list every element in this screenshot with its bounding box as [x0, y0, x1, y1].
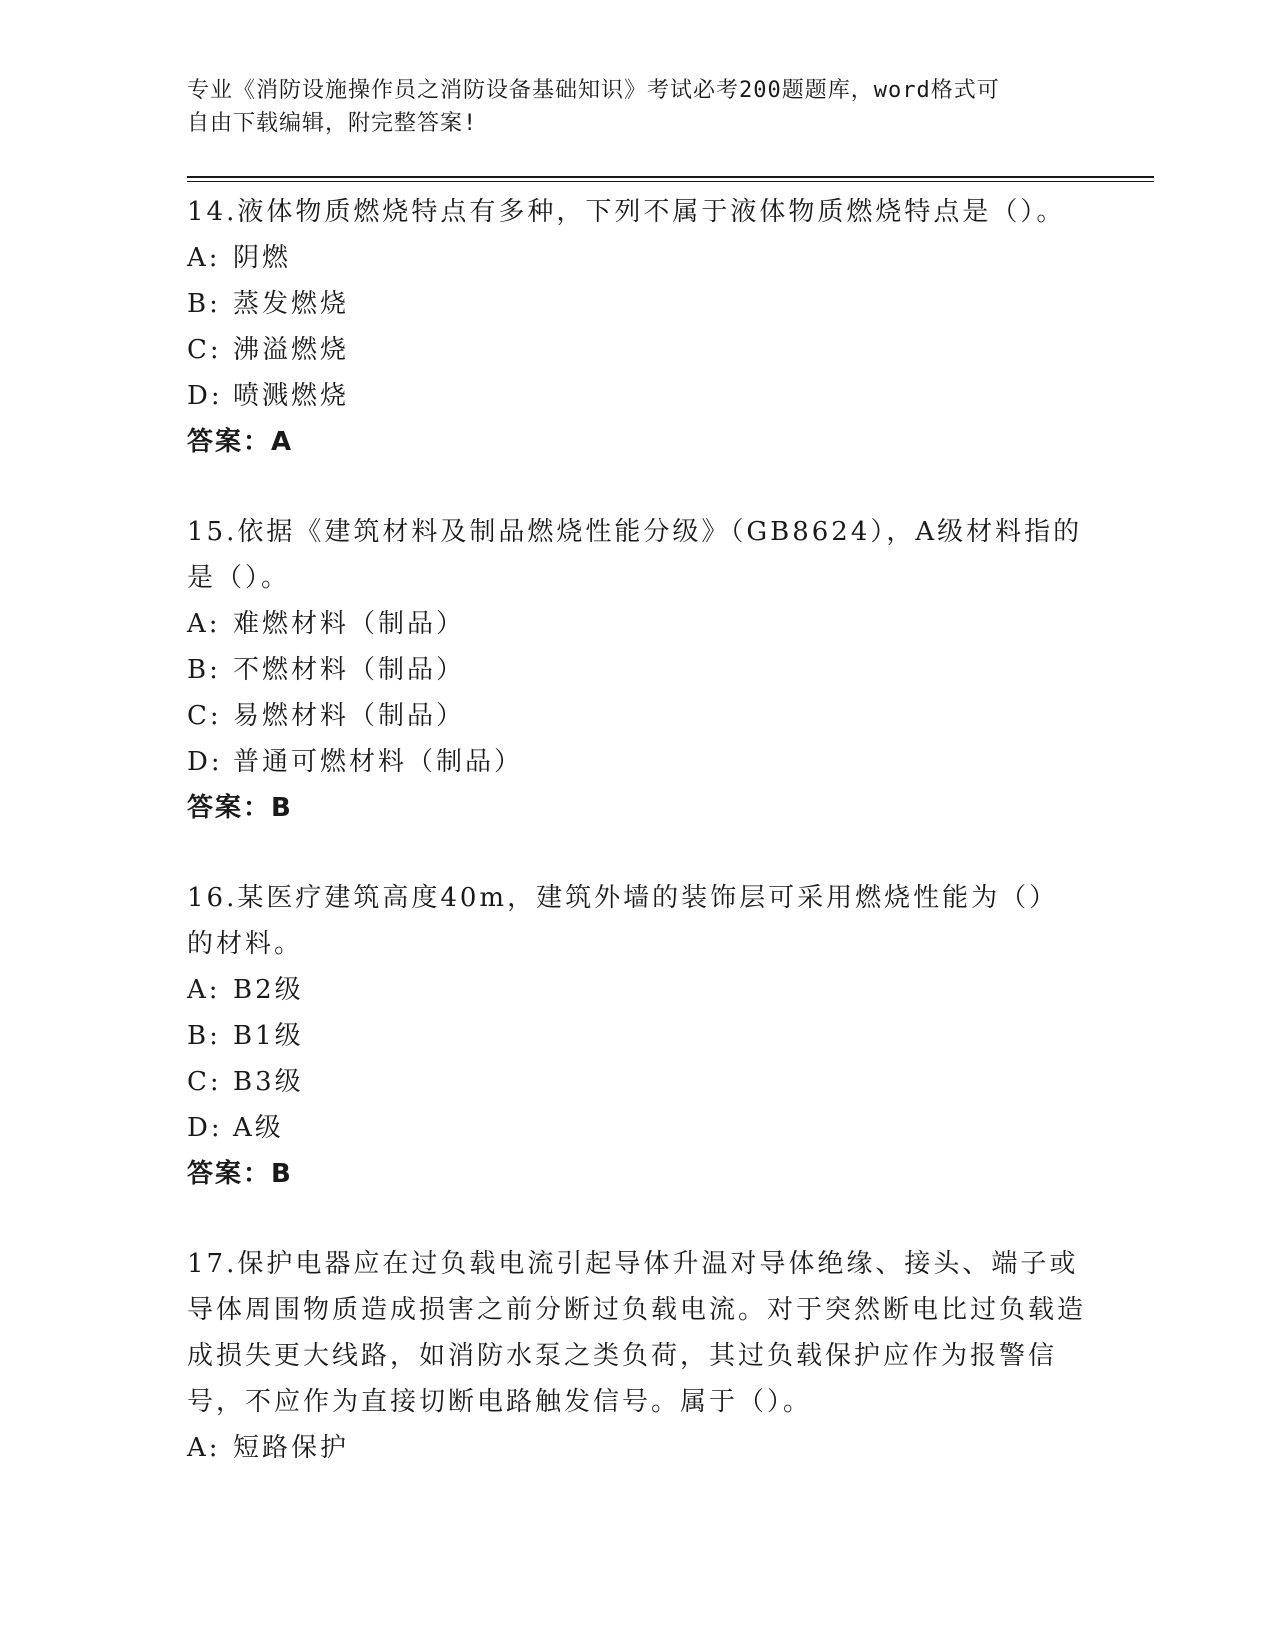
option-label: C: [187, 701, 222, 731]
answer-line: 答案：A [187, 427, 294, 457]
option-text: 阴燃 [233, 243, 292, 273]
option-a [187, 601, 1087, 647]
option-text: B3级 [233, 1067, 304, 1097]
option-label: A: [187, 1433, 221, 1463]
option-label: C: [187, 1067, 222, 1097]
option-text: 短路保护 [233, 1433, 350, 1463]
option-label: A: [187, 975, 221, 1005]
header-line-1: 专业《消防设施操作员之消防设备基础知识》考试必考200题题库，word格式可 [187, 78, 1000, 103]
option-text: 难燃材料（制品） [233, 609, 466, 639]
option-label: D: [187, 1113, 223, 1143]
option-text: 不燃材料（制品） [233, 655, 466, 685]
option-a [187, 967, 1087, 1013]
option-c [187, 1059, 1087, 1105]
option-text: A级 [233, 1113, 284, 1143]
option-text: 蒸发燃烧 [233, 289, 350, 319]
option-text: B2级 [233, 975, 304, 1005]
option-b [187, 647, 1087, 693]
question-text: 16.某医疗建筑高度40m，建筑外墙的装饰层可采用燃烧性能为（）的材料。 [187, 883, 1059, 959]
header-divider-thick [187, 176, 1154, 178]
question-text: 15.依据《建筑材料及制品燃烧性能分级》（GB8624），A级材料指的是（）。 [187, 517, 1083, 593]
option-d [187, 373, 1087, 419]
option-c [187, 327, 1087, 373]
question-text: 14.液体物质燃烧特点有多种，下列不属于液体物质燃烧特点是（）。 [187, 197, 1066, 227]
option-c [187, 693, 1087, 739]
option-a [187, 1425, 1087, 1471]
option-b [187, 281, 1087, 327]
answer-line: 答案：B [187, 1159, 293, 1189]
header-divider-thin [187, 181, 1154, 182]
answer-line: 答案：B [187, 793, 293, 823]
option-text: 易燃材料（制品） [233, 701, 466, 731]
option-text: 普通可燃材料（制品） [233, 747, 524, 777]
option-label: B: [187, 1021, 221, 1051]
question-17 [187, 1241, 1087, 1471]
header-line-2: 自由下载编辑，附完整答案! [187, 111, 478, 136]
question-14 [187, 189, 1087, 465]
option-label: D: [187, 747, 223, 777]
option-label: C: [187, 335, 222, 365]
option-label: A: [187, 609, 221, 639]
option-text: 喷溅燃烧 [233, 381, 350, 411]
option-label: B: [187, 289, 221, 319]
option-d [187, 739, 1087, 785]
option-label: B: [187, 655, 221, 685]
question-15 [187, 509, 1087, 831]
document-header [187, 74, 1067, 140]
option-text: B1级 [233, 1021, 304, 1051]
option-label: D: [187, 381, 223, 411]
option-b [187, 1013, 1087, 1059]
option-label: A: [187, 243, 221, 273]
option-text: 沸溢燃烧 [233, 335, 350, 365]
question-16 [187, 875, 1087, 1197]
option-d [187, 1105, 1087, 1151]
option-a [187, 235, 1087, 281]
question-list [187, 189, 1087, 1515]
question-text: 17.保护电器应在过负载电流引起导体升温对导体绝缘、接头、端子或导体周围物质造成损害之前分断过负载电流。对于突然断电比过负载造成损失更大线路，如消防水泵之类负荷，其过负载保护应作为报警信号，不应作为直接切断电路触发信号。属于（）。 [187, 1249, 1087, 1417]
